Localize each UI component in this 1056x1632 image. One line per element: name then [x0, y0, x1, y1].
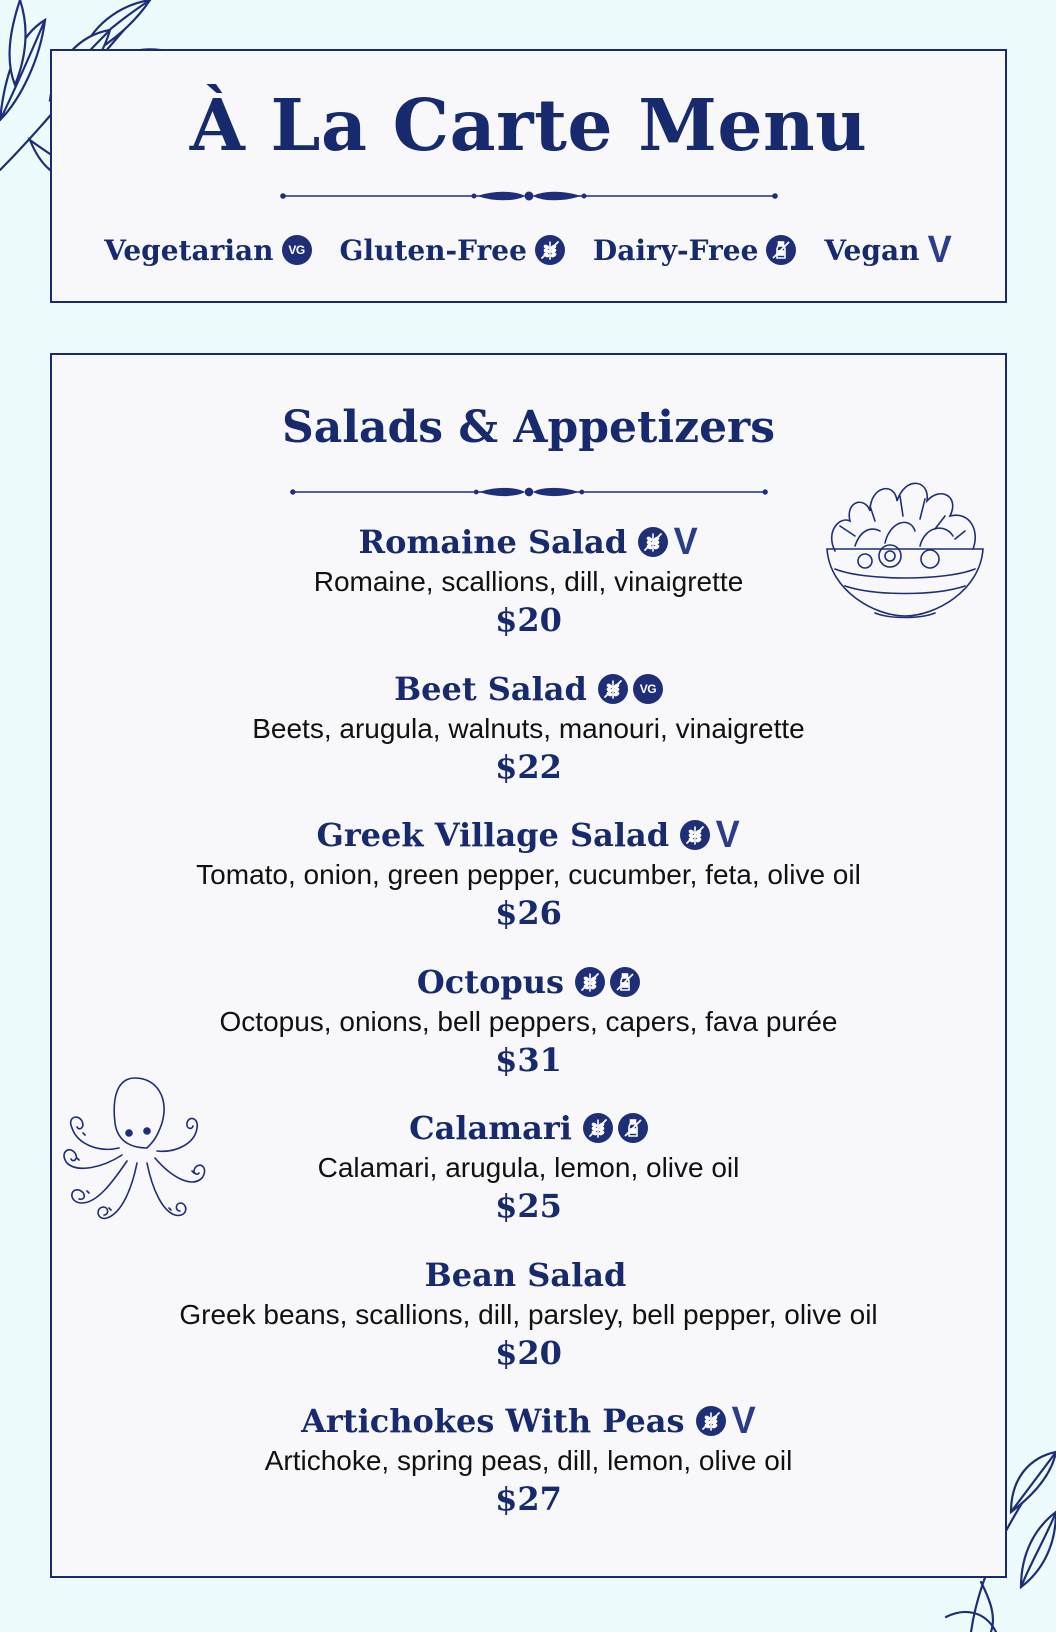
vegan-icon: V	[673, 521, 698, 563]
legend-label: Vegetarian	[104, 233, 274, 267]
item-price: $31	[495, 1040, 562, 1079]
menu-item	[52, 667, 1005, 814]
item-name: Artichokes With Peas	[301, 1402, 685, 1440]
gluten-free-icon	[598, 674, 628, 704]
legend-label: Dairy-Free	[592, 233, 759, 267]
item-name: Greek Village Salad	[316, 816, 670, 854]
ornamental-divider-icon	[279, 189, 779, 203]
vegan-icon: V	[731, 1400, 756, 1442]
item-name: Octopus	[416, 962, 565, 1001]
item-description: Octopus, onions, bell peppers, capers, fava purée	[219, 1005, 838, 1037]
gluten-free-icon	[535, 235, 565, 265]
legend-vegetarian	[104, 234, 311, 267]
item-price: $22	[495, 747, 562, 786]
item-name: Romaine Salad	[358, 523, 628, 561]
menu-items-list	[52, 520, 1005, 1546]
menu-panel	[50, 353, 1007, 1578]
menu-item	[52, 1399, 1005, 1546]
gluten-free-icon	[696, 1406, 726, 1436]
item-name: Bean Salad	[424, 1255, 627, 1294]
legend-vegan	[824, 231, 952, 269]
gluten-free-icon	[638, 527, 668, 557]
item-description: Greek beans, scallions, dill, parsley, bell pepper, olive oil	[179, 1298, 878, 1330]
gluten-free-icon	[583, 1113, 613, 1143]
header-panel	[50, 49, 1007, 303]
item-description: Tomato, onion, green pepper, cucumber, feta, olive oil	[196, 859, 861, 890]
item-description: Romaine, scallions, dill, vinaigrette	[313, 566, 744, 597]
legend-gluten-free	[340, 234, 565, 267]
item-price: $25	[495, 1187, 562, 1225]
legend-label: Gluten-Free	[339, 233, 527, 267]
gluten-free-icon	[680, 820, 710, 850]
item-price: $20	[495, 1333, 562, 1372]
item-price: $20	[495, 601, 562, 639]
item-description: Beets, arugula, walnuts, manouri, vinaigrette	[252, 712, 805, 744]
gluten-free-icon	[575, 967, 605, 997]
menu-item	[52, 1253, 1005, 1400]
menu-item	[52, 1106, 1005, 1253]
menu-item	[52, 960, 1005, 1107]
vegetarian-icon: VG	[633, 674, 663, 704]
item-name: Calamari	[409, 1109, 572, 1147]
dairy-free-icon	[610, 967, 640, 997]
legend-label: Vegan	[824, 233, 920, 267]
item-price: $26	[495, 894, 562, 932]
section-title: Salads & Appetizers	[281, 402, 776, 453]
item-description: Artichoke, spring peas, dill, lemon, olive oil	[264, 1445, 793, 1476]
legend-dairy-free	[593, 234, 796, 267]
dietary-legend	[52, 231, 1005, 269]
dairy-free-icon	[618, 1113, 648, 1143]
vegan-icon: V	[715, 814, 740, 856]
vegetarian-icon: VG	[282, 235, 312, 265]
dairy-free-icon	[766, 235, 796, 265]
item-description: Calamari, arugula, lemon, olive oil	[317, 1152, 740, 1183]
item-name: Beet Salad	[394, 669, 587, 708]
page-title: À La Carte Menu	[189, 83, 868, 167]
item-price: $27	[495, 1480, 562, 1518]
menu-item	[52, 813, 1005, 960]
ornamental-divider-icon	[289, 485, 769, 499]
menu-item	[52, 520, 1005, 667]
vegan-icon: V	[928, 229, 953, 271]
